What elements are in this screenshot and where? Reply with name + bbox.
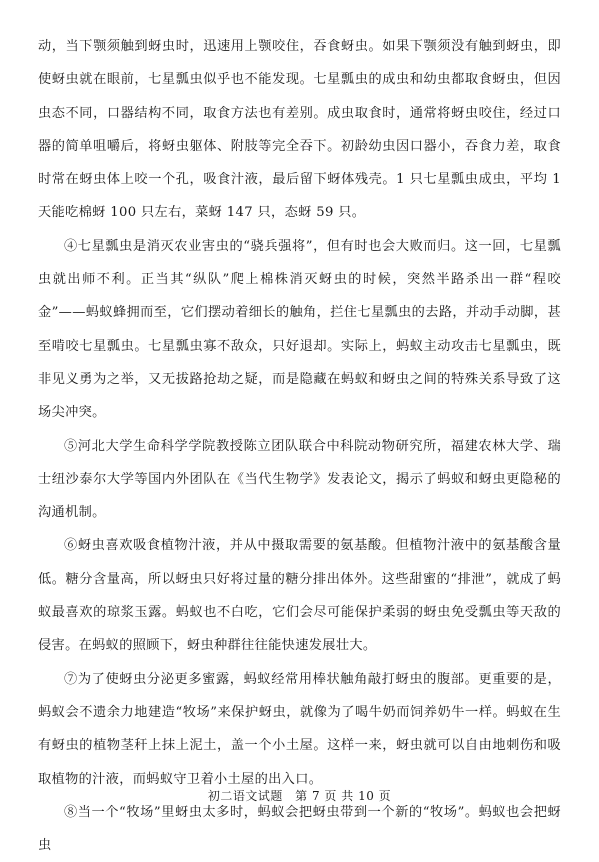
paragraph-7: ⑦为了使蚜虫分泌更多蜜露，蚂蚁经常用棒状触角敲打蚜虫的腹部。更重要的是，蚂蚁会不遗余力地建造“牧场”来保护蚜虫，就像为了喝牛奶而饲养奶牛一样。蚂蚁在生有蚜虫的植物茎秆上抹上泥土，盖一个小土屋。这样一来，蚜虫就可以自由地刺伤和吸取植物的汁液，而蚂蚁守卫着小土屋的出入口。 — [38, 671, 561, 787]
page-number: 第 7 页 共 10 页 — [295, 789, 392, 803]
paragraph-continued: 动，当下颚须触到蚜虫时，迅速用上颚咬住，吞食蚜虫。如果下颚须没有触到蚜虫，即使蚜虫就在眼前，七星瓢虫似乎也不能发现。七星瓢虫的成虫和幼虫都取食蚜虫，但因虫态不同，口器结构不同，取食方法也有差别。成虫取食时，通常将蚜虫咬住，经过口器的简单咀嚼后，将蚜虫躯体、附肢等完全吞下。初龄幼虫因口器小，吞食力差，取食时常在蚜虫体上咬一个孔，吸食汁液，最后留下蚜体残壳。1 只七星瓢虫成虫，平均 1 天能吃棉蚜 100 只左右，菜蚜 147 只，态蚜 59 只。 — [38, 39, 561, 221]
paragraph-6: ⑥蚜虫喜欢吸食植物汁液，并从中摄取需要的氨基酸。但植物汁液中的氨基酸含量低。糖分含量高，所以蚜虫只好将过量的糖分排出体外。这些甜蜜的“排泄”，就成了蚂蚁最喜欢的琼浆玉露。蚂蚁也不白吃，它们会尽可能保护柔弱的蚜虫免受瓢虫等天敌的侵害。在蚂蚁的照顾下，蚜虫种群往往能快速发展壮大。 — [38, 538, 561, 654]
article-body — [38, 30, 561, 862]
paragraph-4: ④七星瓢虫是消灭农业害虫的“骁兵强将”，但有时也会大败而归。这一回，七星瓢虫就出师不利。正当其“纵队”爬上棉株消灭蚜虫的时候，突然半路杀出一群“程咬金”——蚂蚁蜂拥而至，它们摆动着细长的触角，拦住七星瓢虫的去路，并动手动脚，甚至啃咬七星瓢虫。七星瓢虫寡不敌众，只好退却。实际上，蚂蚁主动攻击七星瓢虫，既非见义勇为之举，又无拔路抢劫之疑，而是隐藏在蚂蚁和蚜虫之间的特殊关系导致了这场尖冲突。 — [38, 238, 561, 421]
exam-title: 初二语文试题 — [207, 789, 283, 803]
paragraph-8: ⑧当一个“牧场”里蚜虫太多时，蚂蚁会把蚜虫带到一个新的“牧场”。蚂蚁也会把蚜虫 — [38, 804, 561, 854]
paragraph-5: ⑤河北大学生命科学学院教授陈立团队联合中科院动物研究所，福建农林大学、瑞士纽沙泰尔大学等国内外团队在《当代生物学》发表论文，揭示了蚂蚁和蚜虫更隐秘的沟通机制。 — [38, 438, 561, 521]
page-footer — [0, 787, 599, 804]
